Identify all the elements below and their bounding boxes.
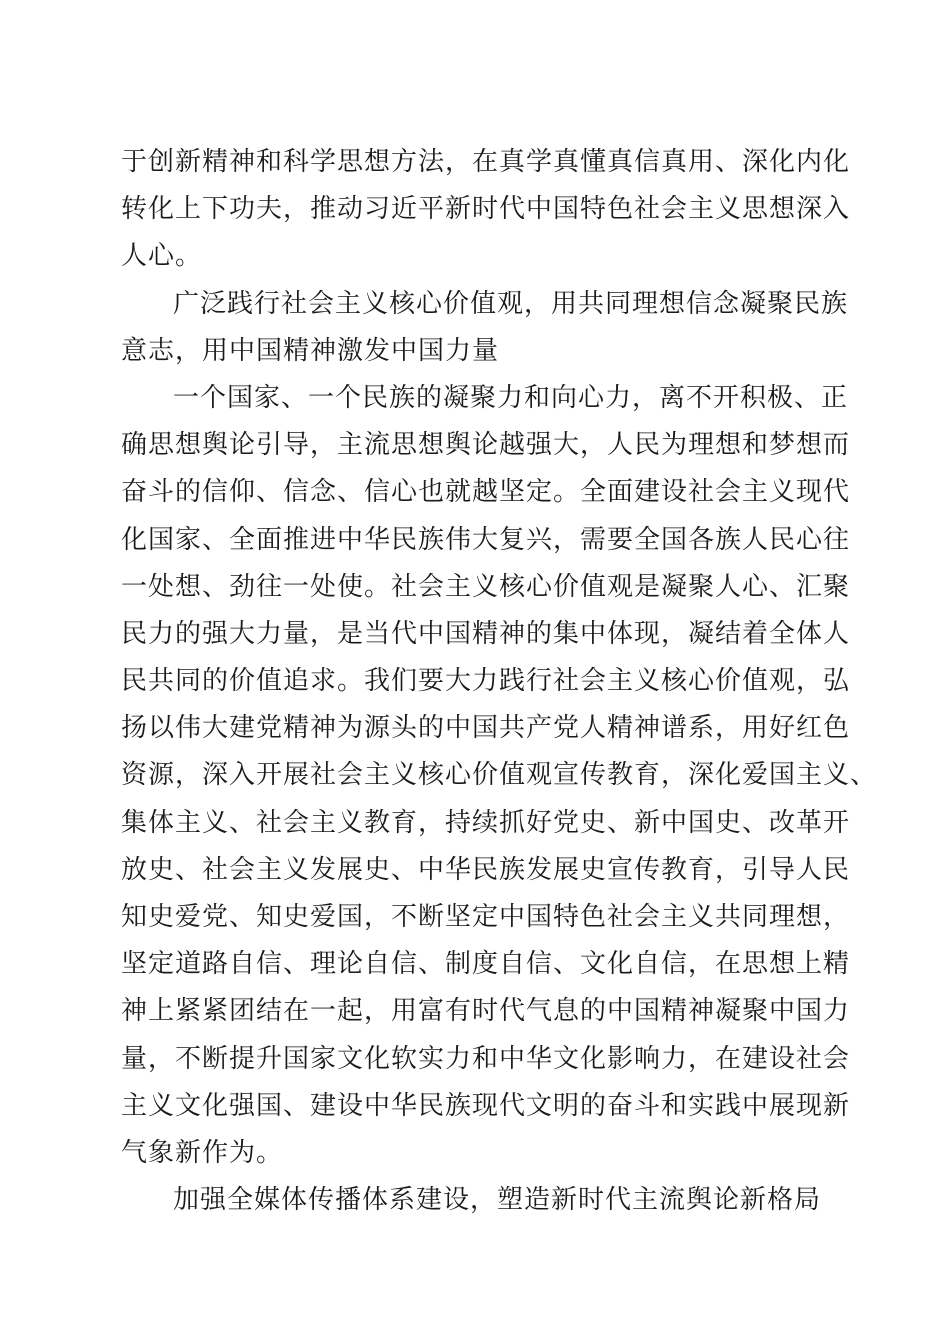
- text-line: 民力的强大力量，是当代中国精神的集中体现，凝结着全体人: [121, 618, 851, 649]
- section-heading-media: [121, 1177, 833, 1224]
- paragraph-body: [121, 375, 878, 1177]
- section-heading-values: [121, 281, 849, 375]
- text-line: 加强全媒体传播体系建设，塑造新时代主流舆论新格局: [173, 1185, 822, 1216]
- text-line: 知史爱党、知史爱国，不断坚定中国特色社会主义共同理想，: [121, 902, 851, 932]
- text-line: 神上紧紧团结在一起，用富有时代气息的中国精神凝聚中国力: [121, 996, 851, 1027]
- text-line: 集体主义、社会主义教育，持续抓好党史、新中国史、改革开: [121, 807, 851, 838]
- text-line: 民共同的价值追求。我们要大力践行社会主义核心价值观，弘: [121, 666, 851, 697]
- text-line: 确思想舆论引导，主流思想舆论越强大，人民为理想和梦想而: [121, 430, 851, 461]
- text-line: 资源，深入开展社会主义核心价值观宣传教育，深化爱国主义、: [121, 760, 878, 791]
- text-line: 转化上下功夫，推动习近平新时代中国特色社会主义思想深入: [121, 194, 851, 225]
- document-body: [121, 139, 878, 1224]
- text-line: 人心。: [121, 241, 203, 272]
- text-line: 意志，用中国精神激发中国力量: [121, 335, 500, 366]
- paragraph-continuation: [121, 139, 851, 281]
- text-line: 一个国家、一个民族的凝聚力和向心力，离不开积极、正: [173, 382, 849, 413]
- text-line: 奋斗的信仰、信念、信心也就越坚定。全面建设社会主义现代: [121, 477, 851, 508]
- text-line: 扬以伟大建党精神为源头的中国共产党人精神谱系，用好红色: [121, 713, 851, 744]
- text-line: 于创新精神和科学思想方法，在真学真懂真信真用、深化内化: [121, 147, 851, 177]
- text-line: 一处想、劲往一处使。社会主义核心价值观是凝聚人心、汇聚: [121, 571, 851, 602]
- text-line: 坚定道路自信、理论自信、制度自信、文化自信，在思想上精: [121, 949, 851, 980]
- text-line: 化国家、全面推进中华民族伟大复兴，需要全国各族人民心往: [121, 524, 851, 555]
- text-line: 量，不断提升国家文化软实力和中华文化影响力，在建设社会: [121, 1043, 851, 1074]
- text-line: 主义文化强国、建设中华民族现代文明的奋斗和实践中展现新: [121, 1090, 851, 1121]
- text-line: 广泛践行社会主义核心价值观，用共同理想信念凝聚民族: [173, 288, 849, 319]
- text-line: 放史、社会主义发展史、中华民族发展史宣传教育，引导人民: [121, 854, 851, 885]
- text-line: 气象新作为。: [121, 1137, 284, 1168]
